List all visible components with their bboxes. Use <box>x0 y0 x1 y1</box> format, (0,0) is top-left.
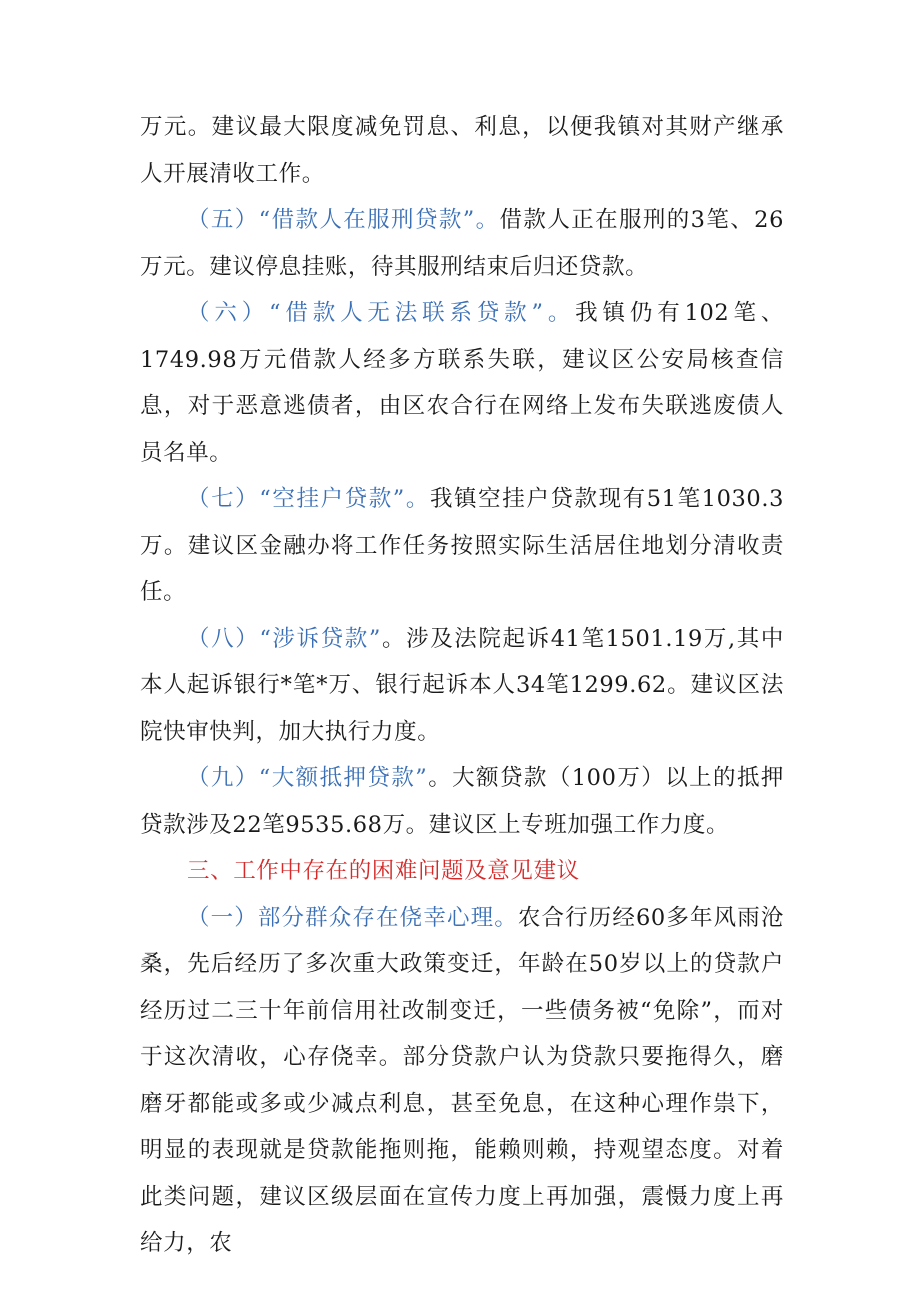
paragraph-body: 。大额贷款（100万）以上的抵押贷款涉及22笔9535.68万。建议区上专班加强工作力度。 <box>140 765 784 838</box>
paragraph-item-9 <box>140 755 784 848</box>
paragraph-lead: （七）“空挂户贷款”。 <box>187 486 430 512</box>
paragraph-section-3-item-1 <box>140 895 784 1267</box>
paragraph-body: 借款人正在服刑的3笔、26万元。建议停息挂账，待其服刑结束后归还贷款。 <box>140 207 785 280</box>
paragraph-item-8 <box>140 616 784 756</box>
paragraph-lead: （一）部分群众存在侥幸心理。 <box>187 904 518 931</box>
paragraph-item-6 <box>140 290 784 476</box>
paragraph-item-5 <box>140 197 784 290</box>
paragraph-body: 万元。建议最大限度减免罚息、利息，以便我镇对其财产继承人开展清收工作。 <box>140 114 784 187</box>
paragraph-lead: （六）“借款人无法联系贷款”。 <box>187 300 576 326</box>
paragraph-body: 农合行历经60多年风雨沧桑，先后经历了多次重大政策变迁，年龄在50岁以上的贷款户经历过二三十年前信用社改制变迁，一些债务被“免除”，而对于这次清收，心存侥幸。部分贷款户认为贷款只要拖得久，磨磨牙都能或多或少减点利息，甚至免息，在这种心理作祟下，明显的表现就是贷款能拖则拖，能赖则赖，持观望态度。对着此类问题，建议区级层面在宣传力度上再加强，震慑力度上再给力，农 <box>140 904 784 1256</box>
paragraph-continuation <box>140 104 784 197</box>
paragraph-lead: （八）“涉诉贷款” <box>187 625 381 652</box>
document-body <box>140 104 784 1267</box>
section-heading: 三、工作中存在的困难问题及意见建议 <box>187 858 580 884</box>
paragraph-body: 我镇仍有102笔、1749.98万元借款人经多方联系失联，建议区公安局核查信息，对于恶意逃债者，由区农合行在网络上发布失联逃废债人员名单。 <box>140 300 784 466</box>
paragraph-lead: （九）“大额抵押贷款” <box>187 765 428 791</box>
paragraph-body: 我镇空挂户贷款现有51笔1030.3万。建议区金融办将工作任务按照实际生活居住地划分清收责任。 <box>140 486 784 605</box>
paragraph-body: 。涉及法院起诉41笔1501.19万,其中本人起诉银行*笔*万、银行起诉本人34笔1299.62。建议区法院快审快判，加大执行力度。 <box>140 625 784 745</box>
paragraph-item-7 <box>140 476 784 616</box>
paragraph-lead: （五）“借款人在服刑贷款”。 <box>187 207 500 233</box>
